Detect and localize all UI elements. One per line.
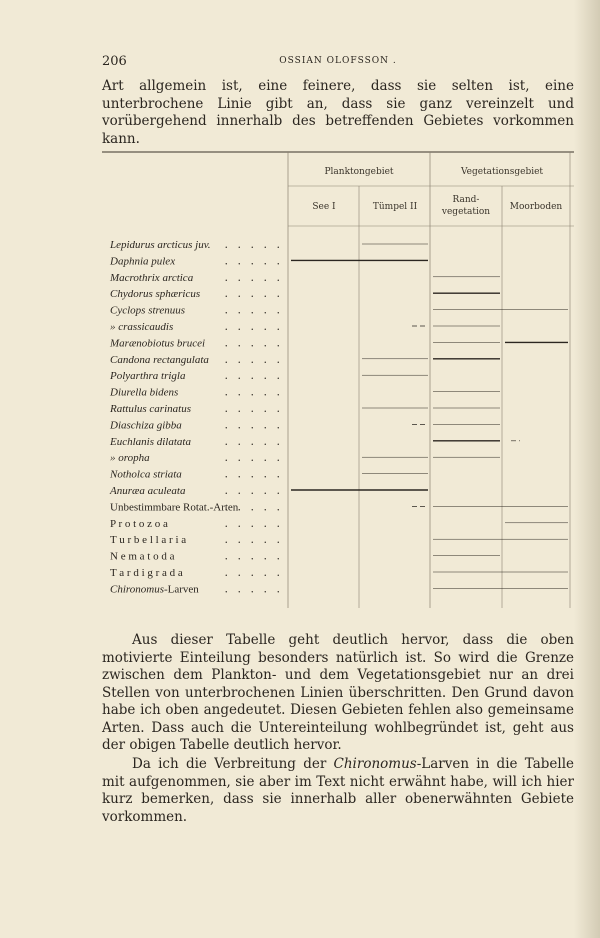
leader-dots: . . . . . bbox=[224, 418, 283, 432]
row-label: Cyclops strenuus bbox=[110, 304, 186, 317]
running-title: OSSIAN OLOFSSON . bbox=[279, 56, 397, 66]
page-number: 206 bbox=[102, 54, 127, 69]
row-label: Chydorus sphæricus bbox=[110, 288, 201, 301]
leader-dots: . . . . . bbox=[224, 549, 283, 563]
leader-dots: . . . . . bbox=[224, 484, 283, 497]
column-header-moorboden: Moorboden bbox=[509, 202, 563, 212]
group-header-plankton: Planktongebiet bbox=[324, 167, 394, 177]
leader-dots: . . . . . bbox=[224, 287, 283, 301]
leader-dots: . . . . . bbox=[224, 385, 283, 399]
leader-dots: . . . . . bbox=[224, 467, 283, 481]
paragraph-2 bbox=[102, 756, 574, 826]
row-label: Polyarthra trigla bbox=[110, 370, 186, 383]
leader-dots: . . . . . bbox=[224, 254, 283, 268]
leader-dots: . . . . . bbox=[224, 566, 283, 579]
leader-dots: . . . . . bbox=[224, 369, 283, 383]
row-label: Diaschiza gibba bbox=[110, 419, 182, 432]
row-label: T a r d i g r a d a bbox=[110, 567, 183, 579]
row-label: Lepidurus arcticus juv. bbox=[110, 239, 211, 251]
row-label: Rattulus carinatus bbox=[110, 403, 191, 415]
row-label: Macrothrix arctica bbox=[110, 271, 194, 284]
leader-dots: . . . . . bbox=[224, 533, 283, 547]
table-svg bbox=[102, 150, 574, 608]
leader-dots: . . . . . bbox=[224, 336, 283, 350]
row-label bbox=[110, 583, 199, 595]
paragraph-2-start: Da ich die Verbreitung der bbox=[132, 756, 334, 772]
column-header-see: See I bbox=[312, 202, 336, 212]
distribution-table bbox=[102, 150, 574, 608]
row-label: Diurella bidens bbox=[110, 386, 179, 399]
page-edge-shadow bbox=[574, 0, 600, 938]
column-header-rand-line1: Rand- bbox=[452, 195, 480, 205]
row-label-rest: -Larven bbox=[164, 583, 199, 596]
row-label: Marænobiotus brucei bbox=[110, 337, 206, 350]
row-label: Euchlanis dilatata bbox=[110, 435, 191, 448]
paragraph-2-end: -Larven in die Tabelle mit aufgenommen, sie aber im Text nicht erwähnt habe, will ich hier kurz bemerken, dass sie innerhalb aller obenerwähnten Gebiete vorkommen. bbox=[102, 756, 575, 825]
running-head bbox=[102, 54, 574, 72]
leader-dots: . . . . . bbox=[224, 352, 283, 366]
leader-dots: . . . . . bbox=[224, 402, 283, 415]
leader-dots: . . . . . bbox=[224, 516, 283, 530]
leader-dots: . . . . . bbox=[224, 270, 283, 284]
paragraph-2-italic: Chironomus bbox=[333, 756, 417, 772]
row-label: T u r b e l l a r i a bbox=[110, 534, 187, 547]
row-label: Notholca striata bbox=[110, 468, 182, 481]
row-label: Anuræa aculeata bbox=[110, 485, 186, 497]
table-rows bbox=[109, 238, 283, 595]
leader-dots: . . . . . bbox=[224, 320, 283, 333]
leader-dots: . . . . . bbox=[224, 500, 283, 514]
row-label: » oropha bbox=[110, 452, 150, 465]
leader-dots: . . . . . bbox=[224, 582, 283, 596]
column-header-rand-line2: vegetation bbox=[441, 207, 491, 217]
row-label: Candona rectangulata bbox=[110, 353, 209, 366]
row-label-italic: Chironomus bbox=[110, 583, 164, 596]
row-label: N e m a t o d a bbox=[110, 550, 175, 563]
row-label: Daphnia pulex bbox=[110, 255, 176, 268]
distribution-marks bbox=[291, 244, 568, 588]
leader-dots: . . . . . bbox=[224, 303, 283, 317]
intro-paragraph: Art allgemein ist, eine feinere, dass sie selten ist, eine unterbrochene Linie gibt an, dass sie ganz vereinzelt und vorübergehend innerhalb des betreffenden Gebietes vorkommen kann. bbox=[102, 78, 574, 147]
paragraph-1-text: Aus dieser Tabelle geht deutlich hervor, dass die oben motivierte Einteilung besonders natürlich ist. So wird die Grenze zwischen dem Plankton- und dem Vegetationsgebiet nur an drei Stellen von unterbrochenen Linien überschritten. Den Grund davon habe ich oben angedeutet. Diesen Gebieten fehlen also gemeinsame Arten. Dass auch die Untereinteilung wohlbegründet ist, geht aus der obigen Tabelle deutlich hervor. bbox=[102, 632, 574, 753]
paragraph-1 bbox=[102, 632, 574, 755]
leader-dots: . . . . . bbox=[224, 451, 283, 465]
row-label: » crassicaudis bbox=[110, 321, 174, 333]
column-header-tuempel: Tümpel II bbox=[372, 202, 418, 212]
leader-dots: . . . . . bbox=[224, 238, 283, 251]
row-label: Unbestimmbare Rotat.-Arten bbox=[110, 501, 239, 514]
row-label: P r o t o z o a bbox=[110, 517, 168, 530]
group-header-vegetation: Vegetationsgebiet bbox=[460, 167, 544, 177]
leader-dots: . . . . . bbox=[224, 434, 283, 448]
